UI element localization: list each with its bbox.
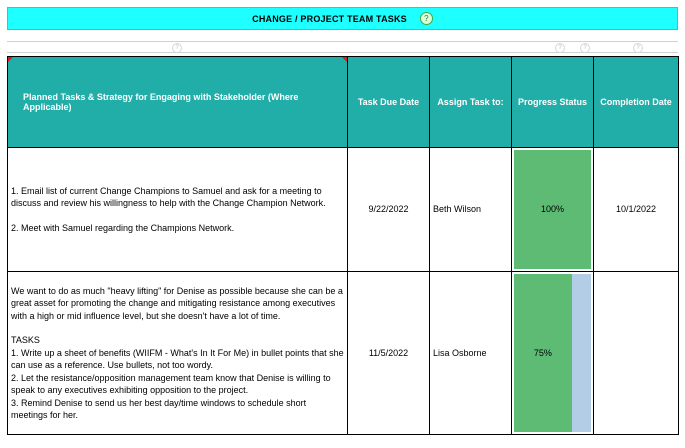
help-icon[interactable]: ?	[420, 12, 433, 25]
column-header-tasks[interactable]: Planned Tasks & Strategy for Engaging with Stakeholder (Where Applicable)	[8, 57, 348, 148]
hint-icon[interactable]: ?	[555, 43, 565, 53]
paragraph-gap	[11, 210, 344, 222]
task-paragraph: 2. Let the resistance/opposition management team know that Denise is willing to speak to any executives exhibiting opposition to the project.	[11, 372, 331, 395]
column-header-completion[interactable]: Completion Date	[594, 57, 679, 148]
column-header-due-date[interactable]: Task Due Date	[348, 57, 430, 148]
progress-fill	[514, 274, 572, 432]
completion-date-cell[interactable]	[594, 272, 679, 435]
column-header-progress[interactable]: Progress Status	[512, 57, 594, 148]
task-paragraph: We want to do as much "heavy lifting" for Denise as possible because she can be a great asset for promoting the change and mitigating resistance among executives with a high or mid influence level, but she doesn't have a lot of time.	[11, 285, 343, 321]
comment-indicator-icon	[342, 57, 347, 62]
hint-icon[interactable]: ?	[580, 43, 590, 53]
progress-track	[514, 274, 591, 432]
task-paragraph: 1. Email list of current Change Champions to Samuel and ask for a meeting to discuss and review his willingness to help with the Change Champion Network.	[11, 185, 326, 209]
progress-label: 75%	[533, 347, 552, 358]
due-date-cell[interactable]: 9/22/2022	[348, 148, 430, 272]
progress-label: 100%	[540, 204, 565, 215]
completion-date-cell[interactable]: 10/1/2022	[594, 148, 679, 272]
title-bar	[7, 7, 678, 30]
task-cell[interactable]	[8, 272, 348, 435]
task-paragraph: 2. Meet with Samuel regarding the Champions Network.	[11, 222, 235, 233]
assignee-cell[interactable]: Lisa Osborne	[430, 272, 512, 435]
column-header-assign[interactable]: Assign Task to:	[430, 57, 512, 148]
hint-icon[interactable]: ?	[172, 43, 182, 53]
table-row	[8, 148, 679, 272]
page-title: CHANGE / PROJECT TEAM TASKS	[252, 13, 407, 24]
progress-fill	[514, 150, 591, 269]
tasks-table	[7, 56, 679, 435]
task-paragraph: 1. Write up a sheet of benefits (WIIFM - What's In It For Me) in bullet points that she can use as a reference. Use bullets, not too wordy.	[11, 347, 344, 370]
due-date-cell[interactable]: 11/5/2022	[348, 272, 430, 435]
comment-indicator-icon	[8, 57, 13, 62]
progress-cell[interactable]	[512, 148, 594, 272]
progress-track	[514, 150, 591, 269]
table-row	[8, 272, 679, 435]
hint-icon[interactable]: ?	[633, 43, 643, 53]
task-paragraph: 3. Remind Denise to send us her best day/time windows to schedule short meetings for her.	[11, 397, 307, 420]
header-row	[8, 57, 679, 148]
assignee-cell[interactable]: Beth Wilson	[430, 148, 512, 272]
task-cell[interactable]	[8, 148, 348, 272]
hint-row	[7, 41, 678, 53]
task-heading: TASKS	[11, 335, 40, 345]
progress-cell[interactable]	[512, 272, 594, 435]
paragraph-gap	[11, 322, 344, 334]
